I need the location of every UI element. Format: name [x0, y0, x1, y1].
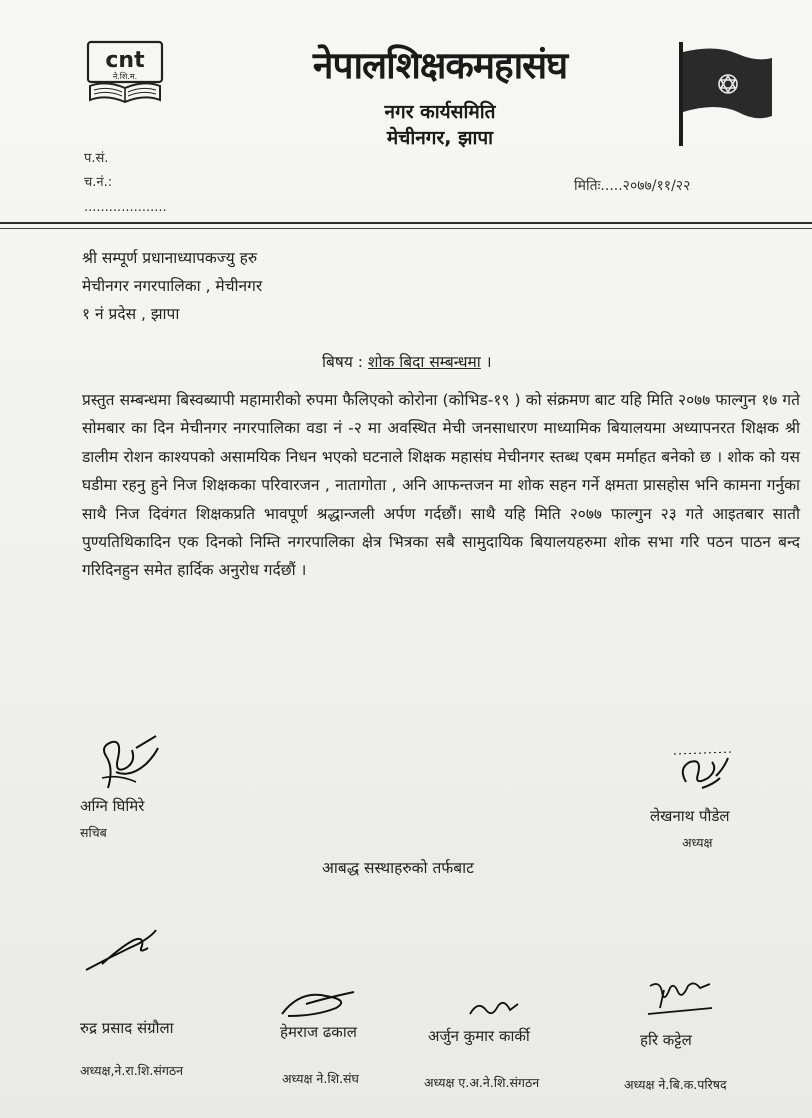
committee-name: नगर कार्यसमिति [384, 101, 496, 123]
affiliate-4-title: अध्यक्ष ने.बि.क.परिषद [624, 1077, 727, 1092]
subject-label: बिषय : [322, 353, 363, 371]
header-rule [0, 222, 812, 224]
affiliate-3-name: अर्जुन कुमार कार्की [428, 1027, 530, 1045]
recipient-line-3: १ नं प्रदेस , झापा [82, 305, 180, 323]
secretary-name: अग्नि घिमिरे [80, 797, 145, 815]
affiliate-1-title: अध्यक्ष,ने.रा.शि.संगठन [80, 1063, 184, 1078]
subject-end: । [485, 353, 492, 371]
location: मेचीनगर, झापा [386, 127, 494, 149]
subject-line [322, 350, 492, 372]
cnt-book-logo [86, 40, 164, 106]
logo-subtext: ने.शि.म. [112, 72, 138, 81]
affiliate-3-signature [466, 996, 522, 1022]
ref-number-label: प.सं. [84, 151, 109, 166]
recipient-line-1: श्री सम्पूर्ण प्रधानाध्यापकज्यु हरु [82, 249, 258, 267]
affiliate-4-signature [640, 978, 720, 1020]
secretary-title: सचिब [80, 825, 107, 840]
ref-dots: .................... [84, 200, 167, 215]
affiliate-2-name: हेमराज ढकाल [280, 1023, 357, 1041]
affiliate-2-signature [276, 986, 360, 1022]
header-rule-thin [0, 228, 812, 229]
letter-body: प्रस्तुत सम्बन्धमा बिस्वब्यापी महामारीको रुपमा फैलिएको कोरोना (कोभिड-१९ ) को संक्रमण बाट यहि मिति २०७७ फाल्गुन १७ गते सोमबार का दिन मेचीनगर नगरपालिका वडा नं -२ मा अवस्थित मेची जनसाधारण माध्यामिक बियालयमा अध्यापनरत शिक्षक श्री डालीम रोशन काश्यपको असामयिक निधन भएको घटनाले शिक्षक महासंघ मेचीनगर स्तब्ध एबम मर्माहत बनेको छ । शोक को यस घडीमा रहनु हुने निज शिक्षकका परिवारजन , नातागोता , अनि आफन्तजन मा शोक सहन गर्ने क्षमता प्रासहोस भनि कामना गर्नुका साथै निज दिवंगत शिक्षकप्रति भावपूर्ण श्रद्धान्जली अर्पण गर्दछौं। साथै यहि मिति २०७७ फाल्गुन २३ गते आइतबार सातौ पुण्यतिथिकादिन एक दिनको निम्ति नगरपालिका क्षेत्र भित्रका सबै सामुदायिक बियालयहरुमा शोक सभा गरि पठन पाठन बन्द गरिदिनहुन समेत हार्दिक अनुरोध गर्दछौं । [82, 391, 800, 580]
chair-title: अध्यक्ष [682, 835, 713, 850]
on-behalf-heading: आबद्ध सस्थाहरुको तर्फबाट [322, 859, 474, 877]
organization-name: नेपालशिक्षकमहासंघ [312, 44, 568, 87]
affiliate-4-name: हरि कट्टेल [640, 1031, 692, 1049]
affiliate-1-signature [82, 926, 162, 974]
dispatch-number-label: च.नं.: [84, 175, 113, 190]
secretary-signature [96, 728, 166, 794]
affiliate-2-title: अध्यक्ष ने.शि.संघ [282, 1071, 359, 1086]
recipient-line-2: मेचीनगर नगरपालिका , मेचीनगर [82, 277, 263, 295]
flag-icon [676, 40, 776, 146]
chair-signature [672, 748, 742, 798]
chair-name: लेखनाथ पौडेल [650, 807, 730, 825]
letter-date: मितिः.....२०७७/११/२२ [574, 178, 691, 194]
affiliate-1-name: रुद्र प्रसाद संग्रौला [80, 1019, 174, 1037]
affiliate-3-title: अध्यक्ष ए.अ.ने.शि.संगठन [424, 1075, 540, 1090]
logo-text: cnt [105, 48, 145, 73]
subject-text: शोक बिदा सम्बन्धमा [367, 353, 481, 371]
